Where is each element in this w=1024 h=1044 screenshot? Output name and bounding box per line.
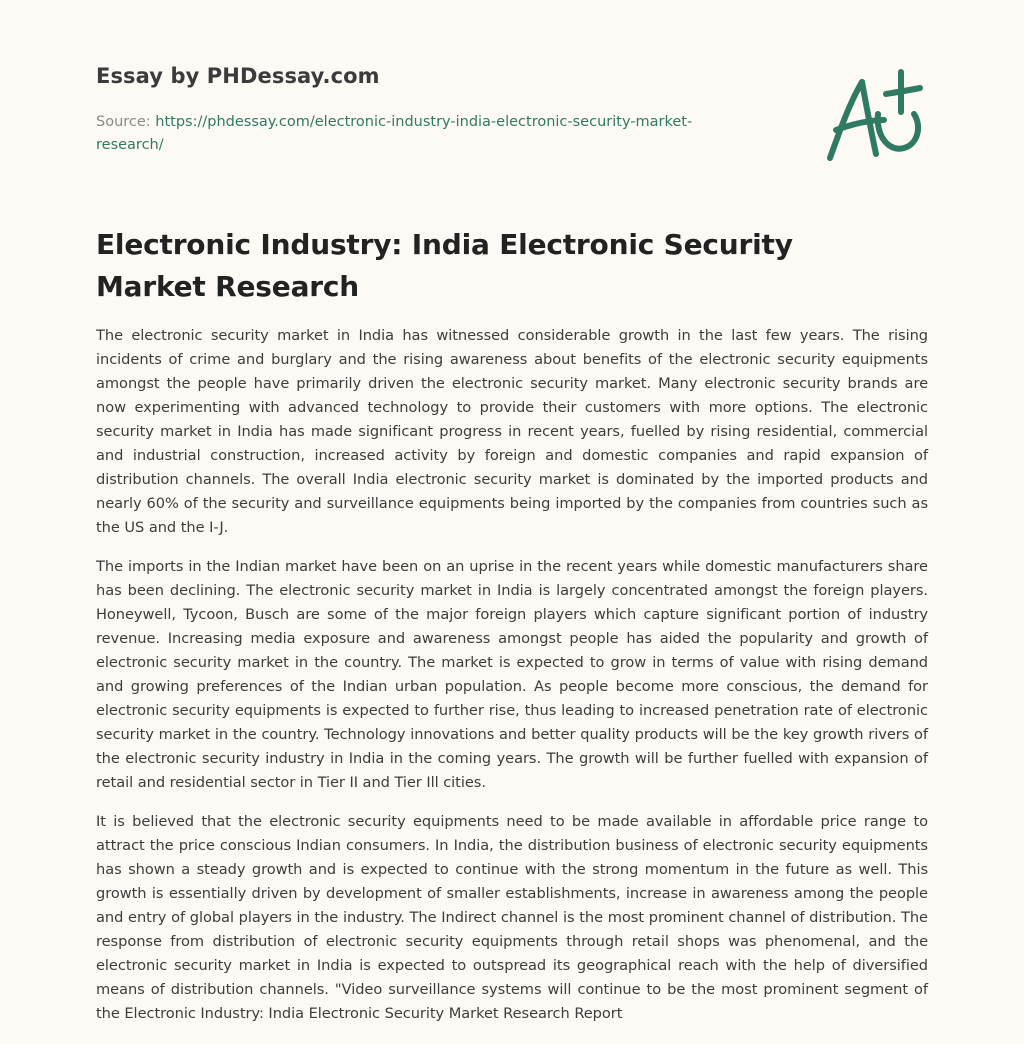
essay-paragraph: The electronic security market in India has witnessed considerable growth in the last few years. The rising incidents of crime and burglary and the rising awareness about benefits of the electronic security equipments amongst the people have primarily driven the electronic security market. Many electronic security brands are now experimenting with advanced technology to provide their customers with more options. The electronic security market in India has made significant progress in recent years, fuelled by rising residential, commercial and industrial construction, increased activity by foreign and domestic companies and rapid expansion of distribution channels. The overall India electronic security market is dominated by the imported products and nearly 60% of the security and surveillance equipments being imported by the companies from countries such as the US and the I-J. [96,327,928,536]
essay-title: Electronic Industry: India Electronic Security Market Research [96,228,793,303]
essay-paragraph: It is believed that the electronic security equipments need to be made available in affordable price range to attract the price conscious Indian consumers. In India, the distribution business of electronic security equipments has shown a steady growth and is expected to continue with the strong momentum in the future as well. This growth is essentially driven by development of smaller establishments, increase in awareness among the people and entry of global players in the industry. The Indirect channel is the most prominent channel of distribution. The response from distribution of electronic security equipments through retail shops was phenomenal, and the electronic security market in India is expected to outspread its geographical reach with the help of diversified means of distribution channels. "Video surveillance systems will continue to be the most prominent segment of the Electronic Industry: India Electronic Security Market Research Report [96,813,928,1022]
source-link[interactable]: https://phdessay.com/electronic-industry-india-electronic-security-market-research/ [96,114,693,153]
essay-paragraph: The imports in the Indian market have been on an uprise in the recent years while domestic manufacturers share has been declining. The electronic security market in India is largely concentrated amongst the foreign players. Honeywell, Tycoon, Busch are some of the major foreign players which capture significant portion of industry revenue. Increasing media exposure and awareness amongst people has aided the popularity and growth of electronic security market in the country. The market is expected to grow in terms of value with rising demand and growing preferences of the Indian urban population. As people become more conscious, the demand for electronic security equipments is expected to further rise, thus leading to increased penetration rate of electronic security market in the country. Technology innovations and better quality products will be the key growth rivers of the electronic security industry in India in the coming years. The growth will be further fuelled with expansion of retail and residential sector in Tier II and Tier Ill cities. [96,558,928,791]
essay-body [96,324,928,1041]
source-label: Source: [96,114,151,130]
site-title: Essay by PHDessay.com [96,64,380,88]
source-line [96,111,736,157]
a-plus-logo-icon [822,68,932,164]
